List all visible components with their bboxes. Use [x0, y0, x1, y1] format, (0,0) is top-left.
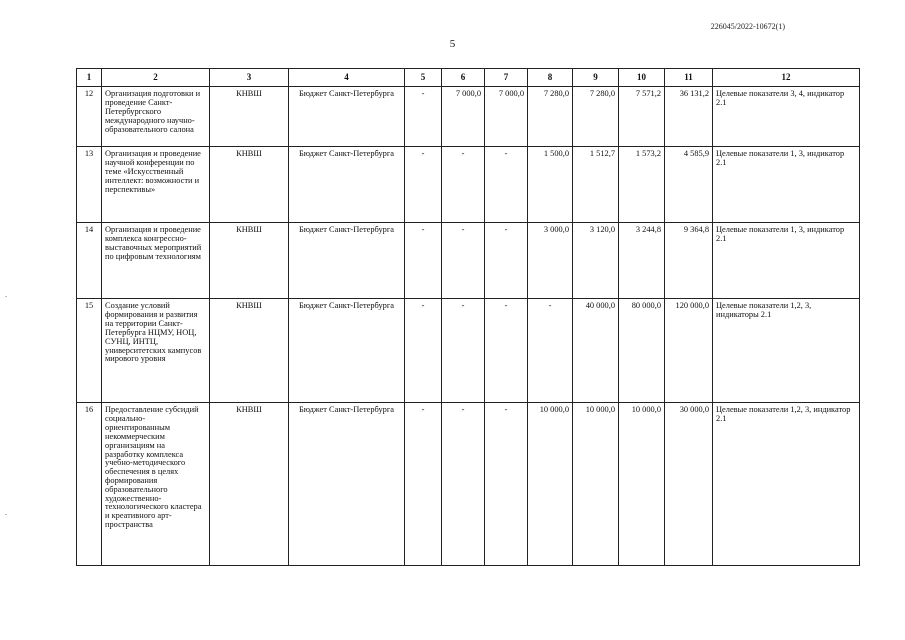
funding-source: Бюджет Санкт-Петербурга: [289, 87, 405, 147]
indicators-note: Целевые показатели 1, 3, индикатор 2.1: [713, 147, 860, 223]
value-cell: -: [528, 299, 573, 403]
column-header: 5: [405, 69, 442, 87]
value-cell: -: [405, 299, 442, 403]
row-number: 15: [77, 299, 102, 403]
value-cell: -: [405, 403, 442, 566]
indicators-note: Целевые показатели 1, 3, индикатор 2.1: [713, 223, 860, 299]
value-cell: 80 000,0: [619, 299, 665, 403]
column-header: 3: [210, 69, 289, 87]
row-number: 12: [77, 87, 102, 147]
document-id: 226045/2022-10672(1): [710, 22, 785, 31]
activity-name: Организация и проведение научной конференции по теме «Искусственный интеллект: возможности и перспективы»: [102, 147, 210, 223]
value-cell: 10 000,0: [573, 403, 619, 566]
executor: КНВШ: [210, 299, 289, 403]
row-number: 13: [77, 147, 102, 223]
value-cell: -: [405, 223, 442, 299]
row-number: 14: [77, 223, 102, 299]
funding-source: Бюджет Санкт-Петербурга: [289, 403, 405, 566]
value-cell: -: [405, 147, 442, 223]
value-cell: -: [485, 403, 528, 566]
table-row: [77, 299, 860, 403]
executor: КНВШ: [210, 403, 289, 566]
column-header: 1: [77, 69, 102, 87]
value-cell: -: [485, 147, 528, 223]
value-cell: -: [485, 223, 528, 299]
table-header-row: [77, 69, 860, 87]
table-row: [77, 403, 860, 566]
indicators-note: Целевые показатели 1,2, 3, индикатор 2.1: [713, 403, 860, 566]
value-cell: 10 000,0: [528, 403, 573, 566]
value-cell: -: [485, 299, 528, 403]
value-cell: 7 280,0: [528, 87, 573, 147]
table-row: [77, 147, 860, 223]
total-cell: 30 000,0: [665, 403, 713, 566]
column-header: 7: [485, 69, 528, 87]
column-header: 2: [102, 69, 210, 87]
value-cell: -: [405, 87, 442, 147]
page-number: 5: [449, 38, 456, 50]
activity-name: Предоставление субсидий социально-ориентированным некоммерческим организациям на разработку комплекса учебно-методического обеспечения в целях формирования образовательного художественно-технологического кластера и креативного арт-пространства: [102, 403, 210, 566]
table-row: [77, 87, 860, 147]
row-number: 16: [77, 403, 102, 566]
value-cell: 10 000,0: [619, 403, 665, 566]
value-cell: -: [442, 403, 485, 566]
value-cell: 40 000,0: [573, 299, 619, 403]
total-cell: 9 364,8: [665, 223, 713, 299]
value-cell: 3 120,0: [573, 223, 619, 299]
column-header: 9: [573, 69, 619, 87]
funding-source: Бюджет Санкт-Петербурга: [289, 147, 405, 223]
value-cell: -: [442, 299, 485, 403]
value-cell: 7 000,0: [485, 87, 528, 147]
indicators-note: Целевые показатели 3, 4, индикатор 2.1: [713, 87, 860, 147]
value-cell: 1 500,0: [528, 147, 573, 223]
executor: КНВШ: [210, 87, 289, 147]
column-header: 11: [665, 69, 713, 87]
column-header: 12: [713, 69, 860, 87]
value-cell: 3 244,8: [619, 223, 665, 299]
indicators-note: Целевые показатели 1,2, 3, индикаторы 2.1: [713, 299, 860, 403]
column-header: 4: [289, 69, 405, 87]
funding-source: Бюджет Санкт-Петербурга: [289, 299, 405, 403]
column-header: 8: [528, 69, 573, 87]
value-cell: 7 280,0: [573, 87, 619, 147]
value-cell: 7 000,0: [442, 87, 485, 147]
executor: КНВШ: [210, 223, 289, 299]
value-cell: 1 573,2: [619, 147, 665, 223]
total-cell: 120 000,0: [665, 299, 713, 403]
activity-name: Создание условий формирования и развития на территории Санкт-Петербурга НЦМУ, НОЦ, СУНЦ, ИНТЦ, университетских кампусов мирового уровня: [102, 299, 210, 403]
column-header: 10: [619, 69, 665, 87]
margin-mark: [5, 514, 7, 515]
value-cell: -: [442, 147, 485, 223]
funding-source: Бюджет Санкт-Петербурга: [289, 223, 405, 299]
value-cell: 3 000,0: [528, 223, 573, 299]
table-row: [77, 223, 860, 299]
value-cell: -: [442, 223, 485, 299]
margin-mark: [5, 296, 7, 297]
column-header: 6: [442, 69, 485, 87]
activity-name: Организация подготовки и проведение Санкт-Петербургского международного научно-образовательного салона: [102, 87, 210, 147]
total-cell: 4 585,9: [665, 147, 713, 223]
total-cell: 36 131,2: [665, 87, 713, 147]
activity-name: Организация и проведение комплекса конгрессно-выставочных мероприятий по цифровым технологиям: [102, 223, 210, 299]
value-cell: 7 571,2: [619, 87, 665, 147]
executor: КНВШ: [210, 147, 289, 223]
program-table: [76, 68, 860, 566]
value-cell: 1 512,7: [573, 147, 619, 223]
